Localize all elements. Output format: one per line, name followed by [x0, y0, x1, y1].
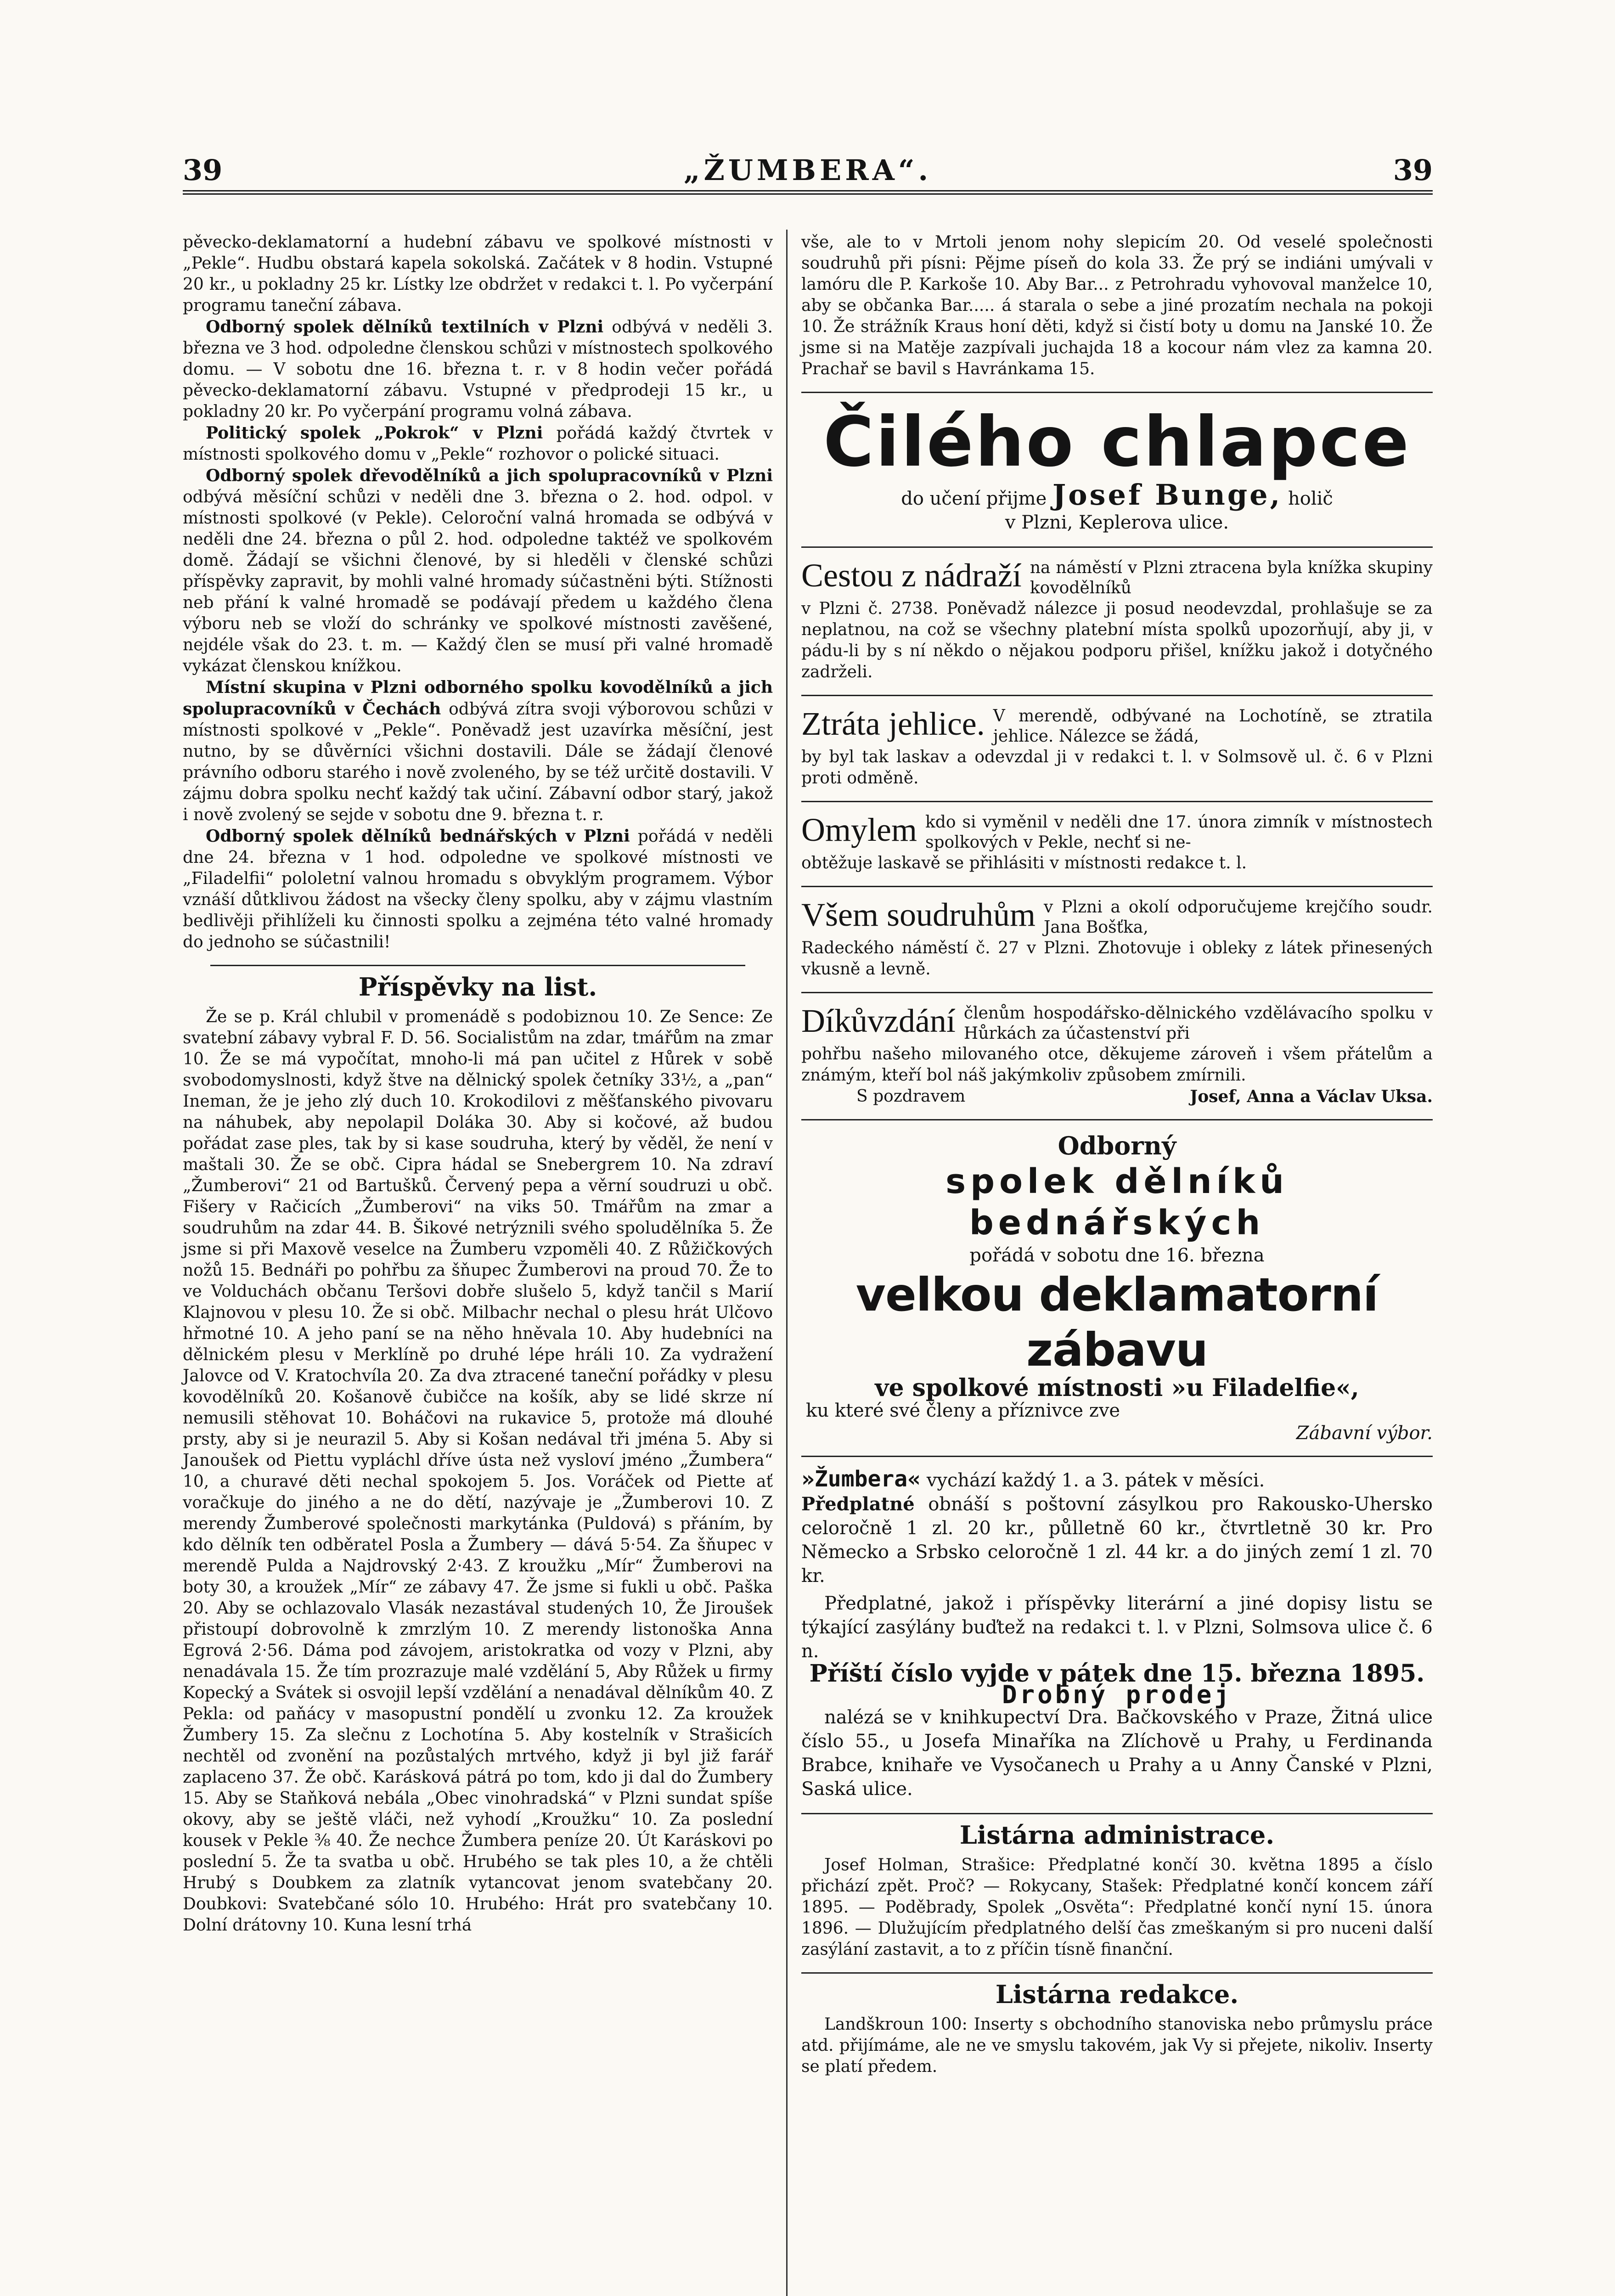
section-divider [801, 1456, 1433, 1457]
ad-dik-lead: Díkůvzdání [801, 1002, 956, 1039]
notice-paragraph [183, 422, 773, 465]
ad-divider [801, 695, 1433, 696]
ad-dik [801, 1003, 1433, 1044]
editorial-heading: Listárna redakce. [995, 1980, 1239, 2009]
event-invite: ku které své členy a příznivce zve [806, 1400, 1120, 1421]
ad-omylem-lead: Omylem [801, 811, 917, 848]
notice-body: odbývá měsíční schůzi v neděli dne 3. března o 2. hod. odpol. v místnosti spolkové (v Pekle). Celoroční valná hromada se odbývá v neděli dne 24. března o půl 2. hod. odpoledne taktéž ve spolkovém domě. Žádají se všichni členové, by si hleděli v členské schůzi příspěvky zapravit, by mohli valné hromady súčastněni býti. Stížnosti neb přání k valné hromadě se podávají předem u každého člena výboru neb se vloží do schránky ve spolkové místnosti zavěšené, nejdéle však do 23. t. m. — Každý člen se musí při valné hromadě vykázat členskou knížkou. [183, 488, 773, 675]
notice-body: pořádá každý čtvrtek v místnosti spolkového domu v „Pekle“ rozhovor o polické situaci. [183, 424, 773, 464]
notice-lead: Odborný spolek dělníků textilních v Plzni [206, 317, 604, 337]
admin-heading: Listárna administrace. [959, 1820, 1275, 1850]
ad-cestou-lead: Cestou z nádraží [801, 557, 1022, 594]
editorial-text: Landškroun 100: Inserty s obchodního stanoviska nebo průmyslu práce atd. přijímáme, ale ne ve smyslu takovém, jak Vy si přejete, nikoliv. Inserty se platí předem. [801, 2015, 1433, 2076]
retail-text: nalézá se v knihkupectví Dra. Bačkovského v Praze, Žitná ulice číslo 55., u Josefa Minaříka na Zlíchově u Prahy, u Ferdinanda Brabce, knihaře ve Vysočanech u Prahy a u Anny Čanské v Plzni, Saská ulice. [801, 1707, 1433, 1800]
notice-paragraph [183, 465, 773, 677]
contributions-text: Že se p. Král chlubil v promenádě s podobiznou 10. Ze Sence: Ze svatební zábavy vybral F. D. 56. Socialistům na zdar, tmářům na zmar 10. Že se má vypočítat, mnoho-li má pan učitel z Hůrek v sobě svobodomyslnosti, když štve na dělnický spolek četníky 33½, a „pan“ Ineman, že je jeho zlý duch 10. Krokodilovi z měšťanského pivovaru na náhubek, aby nepolapil Doláka 30. Aby si kočové, až budou pořádat zase ples, tak by si kase soudruha, který by věděl, že není v maštali 30. Že se obč. Cipra hádal se Snebergrem 10. Na zdraví „Žumberovi“ 21 od Bartušků. Červený pepa a věrní soudruzi u obč. Fišery v Račicích „Žumberovi“ na viks 50. Tmářům na zmar a soudruhům na zdar 44. B. Šikové netrýznili svého spoludělníka 5. Že jsme si při Maxově veselce na Žumberu vzpoměli 40. Z Růžičkových nožů 15. Bednáři po pohřbu za šňupec Žumberovi na proud 70. Že to ve Volduchách občanu Teršovi dobře slušelo 5, když tančil s Marií Klajnovou v plesu 10. Že si obč. Milbachr nechal o plesu hrát Ulčovo hřmotné 10. A jeho paní se na něho hněvala 10. Aby hudebníci na dělnickém plesu v Merklíně po druhé lépe hráli 10. Za vydražení Jalovce od V. Kratochvíla 20. Za dva ztracené taneční pořádky v plesu kovodělníků 20. Košanově čubičce na košík, aby se lidé skrze ní nemusili stěhovat 10. Boháčovi na rukavice 5, protože má dlouhé prsty, aby si je neurazil 5. Aby si Košan nedával tři jména 5. Aby si Janoušek od Piettu vypláchl dříve ústa než vysloví jméno „Žumbera“ 10, a churavé děti nechal spokojem 5. Jos. Voráček od Piette ať voračkuje do jiného a ne do dětí, nazývaje je „Žumberovi 10. Z merendy Žumberové společnosti markytánka (Puldová) s přáním, by kdo dělník ten odběratel Posla a Žumbery — dává 5·54. Za šňupec v merendě Pulda a Najdrovský 2·43. Z kroužku „Mír“ Žumberovi na boty 30, a kroužek „Mír“ ze zábavy 47. Že jsme si fukli u obč. Paška 20. Aby se ochlazovalo Vlasák nezastával studených 10, Že Jiroušek přistoupí dobrovolně k zmrzlým 10. Z merendy listonoška Anna Egrová 2·56. Dáma pod závojem, aristokratka od vozy v Plzni, aby nenadávala 15. Že tím prozrazuje malé vzdělání 5, Aby Růžek u firmy Kopecký a Svátek si osvojil lepší vzdělání a nenadával dělníkům 40. Z Pekla: od paňácy v masopustní pondělí u zvonku 12. Za kroužek Žumbery 15. Za slečnu z Lochotína 5. Aby kostelník v Strašicích nechtěl od zvonění na pozůstalých mrtvého, když ji byl již farář zaplaceno 37. Že obč. Karásková pátrá po tom, kdo ji dal do Žumbery 15. Aby se Staňková nebála „Obec vinohradská“ v Plzni sundat spíše okovy, aby se ještě vláči, než vyhodí „Kroužku“ 10. Za poslední kousek v Pekle ⅜ 40. Že nechce Žumbera peníze 20. Út Karáskovi po poslední 5. Že ta svatba u obč. Hrubého se tak ples 10, a že chtěli Hrubý s Doubkem za zlatník vytancovat jenom svatebčany 20. Doubkovi: Svatebčané sólo 10. Hrubého: Hrát pro svatebčany 10. Dolní drátovny 10. Kuna lesní trhá [183, 1007, 773, 1935]
ad-vsem-text: Radeckého náměstí č. 27 v Plzni. Zhotovuje i obleky z látek přinesených vkusně a levně. [801, 939, 1433, 979]
ad-ztrata-lead: Ztráta jehlice. [801, 705, 985, 742]
ad-dik-signature-row [801, 1086, 1433, 1107]
page-number-left: 39 [183, 153, 223, 187]
ad-chlapce-address: v Plzni, Keplerova ulice. [1005, 512, 1229, 533]
admin-text: Josef Holman, Strašice: Předplatné končí 30. května 1895 a číslo přichází zpět. Proč? — Rokycany, Stašek: Předplatné končí koncem září 1895. — Poděbrady, Spolek „Osvěta“: Předplatné končí nyní 15. února 1896. — Dlužujícím předplatného delší čas zmeškaným si pro nuceni další zasýlání zastavit, a to z příčin tísně finanční. [801, 1856, 1433, 1959]
contributions-continued: vše, ale to v Mrtoli jenom nohy slepicím 20. Od veselé společnosti soudruhů při písni: Pějme píseň do kola 33. Že prý se indiáni umývali v lamóru dle P. Karkoše 10. Aby Bar... z Petrohradu vyhovoval manželce 10, aby se občanka Bar..... á starala o sebe a jiné prozatím nechala na pokoji 10. Že strážník Kraus honí děti, když si čistí boty u domu na Janské 10. Že jsme si na Matěje zazpívali juchajda 18 a kocour nám vlez za kamna 20. Prachař se bavil s Havránkama 15. [801, 233, 1433, 378]
notice-lead: Odborný spolek dělníků bednářských v Plzni [206, 827, 630, 846]
ad-vsem [801, 897, 1433, 938]
left-column [183, 232, 773, 1936]
event-org-line: Odborný [1058, 1131, 1176, 1160]
ad-chlapce-trade: holič [1288, 488, 1333, 509]
notice-body: pořádá v neděli dne 24. března v 1 hod. odpoledne ve spolkové místnosti ve „Filadelfii“ pololetní valnou hromadu s obvyklým programem. Výbor vznáší důtklivou žádost na všecky členy spolku, aby v zájmu vlastním bedlivěji přihlíželi ku činnosti spolku a zejména této valné hromady do jednoho se súčastnili! [183, 827, 773, 951]
retail-heading: Drobný prodej [1002, 1680, 1232, 1709]
ad-divider [801, 1119, 1433, 1120]
page-number-right: 39 [1393, 153, 1433, 187]
notice-lead: Odborný spolek dřevodělníků a jich spolupracovníků v Plzni [206, 466, 773, 485]
ad-ztrata-text: by byl tak laskav a odevzdal ji v redakci t. l. v Solmsově ul. č. 6 v Plzni proti odměně. [801, 748, 1433, 788]
right-column [801, 232, 1433, 2077]
section-divider [801, 1813, 1433, 1814]
notice-lead: Místní skupina v Plzni odborného spolku kovodělníků a jich spolupracovníků v Čechách [183, 678, 773, 719]
subscription-info-2: Předplatné, jakož i příspěvky literární a jiné dopisy listu se týkající zasýlány buďtež na redakci t. l. v Plzni, Solmsova ulice č. 6 n. [801, 1593, 1433, 1662]
ad-ztrata-side: V merendě, odbývané na Lochotíně, se ztratila jehlice. Nálezce se žádá, [993, 707, 1433, 746]
notice-paragraph: pěvecko-deklamatorní a hudební zábavu ve spolkové místnosti v „Pekle“. Hudbu obstará kapela sokolská. Začátek v 8 hodin. Vstupné 20 kr., u pokladny 25 kr. Lístky lze obdržet v redakci t. l. Po vyčerpání programu taneční zábava. [183, 233, 773, 315]
ad-divider [801, 886, 1433, 887]
ad-chlapce-name: Josef Bunge, [1052, 478, 1283, 512]
ad-dik-greeting: S pozdravem [856, 1087, 966, 1106]
running-head [183, 152, 1433, 188]
ad-omylem-text: obtěžuje laskavě se přihlásiti v místnosti redakce t. l. [801, 854, 1247, 872]
ad-dik-signature: Josef, Anna a Václav Uksa. [1190, 1087, 1433, 1106]
subscription-text: obnáší s poštovní zásylkou pro Rakousko-Uhersko celoročně 1 zl. 20 kr., půlletně 60 kr., čtvrtletně 30 kr. Pro Německo a Srbsko celoročně 1 zl. 44 kr. a do jiných zemí 1 zl. 70 kr. [801, 1494, 1433, 1587]
event-title: velkou deklamatorní zábavu [855, 1268, 1379, 1377]
ad-chlapce-title: Čilého chlapce [823, 402, 1411, 482]
notice-paragraph [183, 826, 773, 953]
ad-vsem-lead: Všem soudruhům [801, 896, 1035, 933]
ad-chlapce-text: do učení přijme [901, 488, 1047, 509]
ad-dik-side: členům hospodářsko-dělnického vzdělávacího spolku v Hůrkách za účastenství při [963, 1004, 1433, 1043]
publication-schedule [801, 1467, 1433, 1492]
event-org-name: spolek dělníků bednářských [945, 1162, 1289, 1243]
notice-paragraph [183, 316, 773, 422]
brand-name: »Žumbera« [801, 1466, 921, 1492]
newspaper-title: „ŽUMBERA“. [683, 153, 932, 187]
notice-lead: Politický spolek „Pokrok“ v Plzni [206, 423, 543, 443]
section-divider [801, 1972, 1433, 1974]
header-rule [183, 190, 1433, 195]
subscription-lead: Předplatné [801, 1493, 915, 1515]
ad-dik-text: pohřbu našeho milovaného otce, děkujeme zároveň i všem přátelům a známým, kteří bol náš jakýmkoliv způsobem zmírnili. [801, 1045, 1433, 1085]
ad-cestou [801, 558, 1433, 598]
schedule-text: vychází každý 1. a 3. pátek v měsíci. [926, 1470, 1265, 1491]
ad-cestou-side: na náměstí v Plzni ztracena byla knížka skupiny kovodělníků [1030, 558, 1433, 597]
event-date: pořádá v sobotu dne 16. března [969, 1245, 1265, 1266]
section-divider [210, 965, 745, 966]
notice-body: odbývá v neděli 3. března ve 3 hod. odpoledne členskou schůzi v místnostech spolkového domu. — V sobotu dne 16. března t. r. v 8 hodin večer pořádá pěvecko-deklamatorní zábavu. Vstupné v předprodeji 15 kr., u pokladny 20 kr. Po vyčerpání programu volná zábava. [183, 318, 773, 421]
notice-paragraph [183, 677, 773, 826]
column-divider [786, 230, 788, 2296]
ad-vsem-side: v Plzni a okolí odporučujeme krejčího soudr. Jana Bošťka, [1043, 898, 1433, 937]
event-venue: ve spolkové místnosti »u Filadelfie«, [875, 1374, 1359, 1402]
ad-divider [801, 392, 1433, 393]
notice-body: odbývá zítra svoji výborovou schůzi v místnosti spolkové v „Pekle“. Poněvadž jest uzavírka měsíční, jest nutno, by se důvěrníci všichni dostavili. Dále se žádají členové právního odboru starého i nově zvoleného, by se též určitě dostavili. V zájmu dobra spolku nechť každý tak učiní. Zábavní odbor starý, jakož i nově zvolený se sejde v sobotu dne 9. března t. r. [183, 700, 773, 824]
ad-omylem-side: kdo si vyměnil v neděli dne 17. února zimník v místnostech spolkových v Pekle, nechť si ne- [925, 813, 1433, 852]
ad-divider [801, 801, 1433, 802]
contributions-heading: Příspěvky na list. [358, 972, 597, 1002]
ad-cestou-text: v Plzni č. 2738. Poněvadž nálezce ji posud neodevzdal, prohlašuje se za neplatnou, na což se všechny platební místa spolků upozorňují, aby ji, v pádu-li by s ní někdo o nějakou podporu přišel, knížku jakož i dotyčného zadrželi. [801, 599, 1433, 681]
ad-divider [801, 546, 1433, 548]
subscription-info [801, 1492, 1433, 1588]
event-committee: Zábavní výbor. [1296, 1423, 1433, 1444]
ad-chlapce-line [801, 478, 1433, 512]
next-issue: Příští číslo vyjde v pátek dne 15. března 1895. [809, 1660, 1425, 1688]
ad-omylem [801, 812, 1433, 853]
ad-ztrata [801, 706, 1433, 747]
ad-divider [801, 992, 1433, 993]
